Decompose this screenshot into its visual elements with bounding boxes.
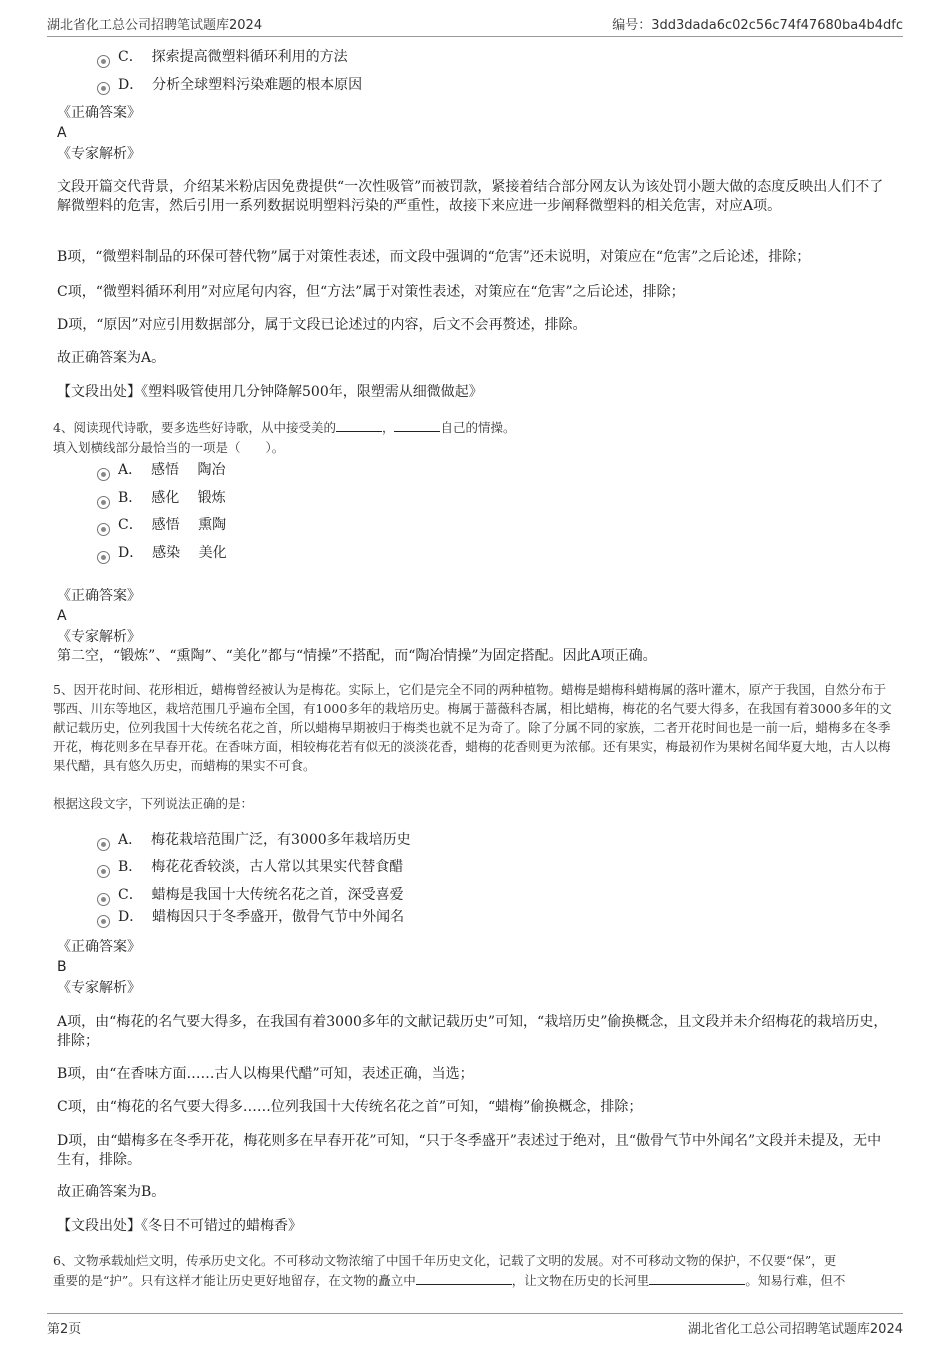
page-footer xyxy=(47,1313,903,1336)
header-doc-id: 编号：3dd3dada6c02c56c74f47680ba4b4dfc xyxy=(612,18,903,33)
option-q3-c xyxy=(118,48,348,66)
radio-icon[interactable] xyxy=(97,496,110,509)
radio-icon[interactable] xyxy=(97,55,110,68)
option-text: 梅花花香较淡，古人常以其果实代替食醋 xyxy=(151,859,404,875)
option-q4-c xyxy=(118,516,226,534)
option-letter: C． xyxy=(118,887,143,903)
radio-icon[interactable] xyxy=(97,838,110,851)
question-stem: 6、文物承载灿烂文明，传承历史文化。不可移动文物浓缩了中国千年历史文化，记载了文明的发展。对不可移动文物的保护，不仅要“保”，更 xyxy=(53,1253,837,1268)
page-number: 第2页 xyxy=(47,1322,82,1337)
option-text: 梅花栽培范围广泛，有3000多年栽培历史 xyxy=(151,832,411,848)
answer-value: A xyxy=(57,125,67,141)
stem-text: ， xyxy=(381,420,395,435)
blank-line xyxy=(394,419,440,432)
analysis-paragraph: B项，“微塑料制品的环保可替代物”属于对策性表述，而文段中强调的“危害”还未说明，对策应在“危害”之后论述，排除； xyxy=(57,249,811,265)
header-title: 湖北省化工总公司招聘笔试题库2024 xyxy=(47,18,263,33)
radio-icon[interactable] xyxy=(97,551,110,564)
source-citation: 【文段出处】《塑料吸管使用几分钟降解500年，限塑需从细微做起》 xyxy=(57,384,483,400)
analysis-paragraph: 第二空，“锻炼”、“熏陶”、“美化”都与“情操”不搭配，而“陶冶情操”为固定搭配。因此A项正确。 xyxy=(57,648,657,664)
answer-label: 《正确答案》 xyxy=(57,105,141,121)
option-q5-d xyxy=(118,908,404,926)
option-letter: C． xyxy=(118,49,143,65)
stem-text: ，让文物在历史的长河里 xyxy=(511,1273,650,1288)
option-letter: A． xyxy=(118,832,143,848)
analysis-paragraph: C项，由“梅花的名气要大得多……位列我国十大传统名花之首”可知，“蜡梅”偷换概念，排除； xyxy=(57,1099,643,1115)
radio-icon[interactable] xyxy=(97,82,110,95)
option-text: 感染 美化 xyxy=(152,545,227,561)
question-stem: 根据这段文字，下列说法正确的是： xyxy=(53,796,254,811)
source-citation: 【文段出处】《冬日不可错过的蜡梅香》 xyxy=(57,1218,302,1234)
blank-line xyxy=(336,419,382,432)
option-text: 蜡梅是我国十大传统名花之首，深受喜爱 xyxy=(151,887,404,903)
option-letter: A． xyxy=(118,462,143,478)
option-q3-d xyxy=(118,76,362,94)
analysis-conclusion: 故正确答案为A。 xyxy=(57,350,166,366)
question-stem-continued xyxy=(53,1271,903,1290)
radio-icon[interactable] xyxy=(97,523,110,536)
page-header xyxy=(47,10,903,37)
option-q4-b xyxy=(118,489,226,507)
analysis-paragraph: B项，由“在香味方面……古人以梅果代醋”可知，表述正确，当选； xyxy=(57,1066,474,1082)
option-text: 分析全球塑料污染难题的根本原因 xyxy=(152,77,363,93)
option-letter: C． xyxy=(118,517,143,533)
option-text: 探索提高微塑料循环利用的方法 xyxy=(151,49,348,65)
option-letter: B． xyxy=(118,490,143,506)
analysis-paragraph: A项，由“梅花的名气要大得多，在我国有着3000多年的文献记载历史”可知，“栽培历史”偷换概念，且文段并未介绍梅花的栽培历史，排除； xyxy=(57,1014,888,1049)
stem-text: 自己的情操。 xyxy=(440,420,516,435)
analysis-label: 《专家解析》 xyxy=(57,980,141,996)
question-instruction: 填入划横线部分最恰当的一项是（ ）。 xyxy=(53,440,285,455)
option-q4-a xyxy=(118,461,225,479)
option-q5-b xyxy=(118,858,403,876)
option-text: 感化 锻炼 xyxy=(151,490,226,506)
analysis-paragraph: C项，“微塑料循环利用”对应尾句内容，但“方法”属于对策性表述，对策应在“危害”之后论述，排除； xyxy=(57,284,685,300)
question-stem xyxy=(53,418,893,437)
radio-icon[interactable] xyxy=(97,468,110,481)
analysis-paragraph: D项，由“蜡梅多在冬季开花，梅花则多在早春开花”可知，“只于冬季盛开”表述过于绝对，且“傲骨气节中外闻名”文段并未提及，无中生有，排除。 xyxy=(57,1133,882,1168)
option-q4-d xyxy=(118,544,227,562)
option-text: 感悟 熏陶 xyxy=(151,517,227,533)
radio-icon[interactable] xyxy=(97,915,110,928)
blank-line xyxy=(649,1272,745,1285)
option-q5-c xyxy=(118,886,404,904)
blank-line xyxy=(416,1272,512,1285)
answer-label: 《正确答案》 xyxy=(57,939,141,955)
stem-text: 重要的是“护”。只有这样才能让历史更好地留存，在文物的矗立中 xyxy=(53,1273,416,1288)
option-letter: B． xyxy=(118,859,143,875)
option-text: 感悟 陶冶 xyxy=(151,462,226,478)
answer-value: A xyxy=(57,608,67,624)
stem-text: 。知易行难，但不 xyxy=(745,1273,846,1288)
option-letter: D． xyxy=(118,545,144,561)
radio-icon[interactable] xyxy=(97,893,110,906)
option-q5-a xyxy=(118,831,411,849)
analysis-paragraph: 文段开篇交代背景，介绍某米粉店因免费提供“一次性吸管”而被罚款，紧接着结合部分网友认为该处罚小题大做的态度反映出人们不了解微塑料的危害，然后引用一系列数据说明塑料污染的严重性，故接下来应进一步阐释微塑料的相关危害，对应A项。 xyxy=(57,179,884,214)
stem-text: 4、阅读现代诗歌，要多选些好诗歌，从中接受美的 xyxy=(53,420,336,435)
analysis-conclusion: 故正确答案为B。 xyxy=(57,1184,166,1200)
answer-label: 《正确答案》 xyxy=(57,588,141,604)
footer-title: 湖北省化工总公司招聘笔试题库2024 xyxy=(687,1322,903,1337)
reading-passage: 5、因开花时间、花形相近，蜡梅曾经被认为是梅花。实际上，它们是完全不同的两种植物。蜡梅是蜡梅科蜡梅属的落叶灌木，原产于我国，自然分布于鄂西、川东等地区，栽培范围几乎遍布全国，有1000多年的栽培历史。梅属于蔷薇科杏属，相比蜡梅，梅花的名气要大得多，在我国有着3000多年的文献记载历史，位列我国十大传统名花之首，所以蜡梅早期被归于梅类也就不足为奇了。除了分属不同的家族，二者开花时间也是一前一后，蜡梅多在冬季开花，梅花则多在早春开花。在香味方面，相较梅花若有似无的淡淡花香，蜡梅的花香则更为浓郁。还有果实，梅最初作为果树名闻华夏大地，古人以梅果代醋，具有悠久历史，而蜡梅的果实不可食。 xyxy=(53,682,892,773)
answer-value: B xyxy=(57,959,67,975)
option-letter: D． xyxy=(118,77,144,93)
option-text: 蜡梅因只于冬季盛开，傲骨气节中外闻名 xyxy=(152,909,405,925)
analysis-label: 《专家解析》 xyxy=(57,629,141,645)
analysis-label: 《专家解析》 xyxy=(57,146,141,162)
option-letter: D． xyxy=(118,909,144,925)
radio-icon[interactable] xyxy=(97,865,110,878)
analysis-paragraph: D项，“原因”对应引用数据部分，属于文段已论述过的内容，后文不会再赘述，排除。 xyxy=(57,317,587,333)
